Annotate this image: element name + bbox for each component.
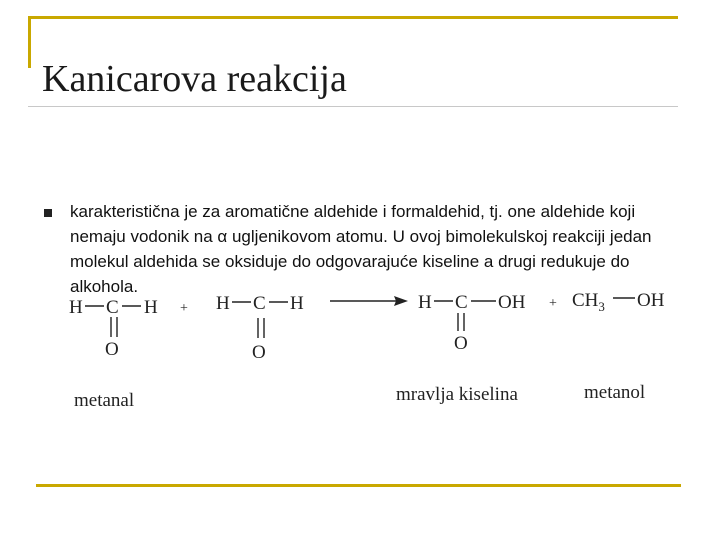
bullet-square-icon — [44, 209, 52, 217]
title-divider — [28, 106, 678, 107]
bullet-text: karakteristična je za aromatične aldehide i formaldehid, tj. one aldehide koji nemaju vodonik na α ugljenikovom atomu. U ovoj bimolekulskoj reakciji jedan molekul aldehida se oksiduje do odgovarajuće kiseline a drugi redukuje do alkohola. — [70, 202, 652, 296]
plus-sign: + — [180, 301, 188, 316]
atom-c: C — [106, 297, 119, 318]
atom-h: H — [69, 297, 83, 318]
label-formic-acid: mravlja kiselina — [396, 384, 518, 405]
label-metanal: metanal — [74, 390, 135, 411]
reaction-arrow — [330, 296, 408, 306]
atom-oh: OH — [637, 290, 665, 311]
atom-o: O — [105, 339, 119, 360]
atom-h: H — [418, 292, 432, 313]
methyl-group: $CH_3$ — [572, 290, 605, 314]
methanol — [572, 290, 665, 314]
frame-left-line — [28, 16, 31, 68]
slide-title: Kanicarova reakcija — [42, 58, 347, 100]
plus-sign: + — [549, 296, 557, 311]
atom-o: O — [454, 333, 468, 354]
atom-h: H — [144, 297, 158, 318]
formaldehyde-1 — [69, 297, 158, 360]
formaldehyde-2 — [216, 293, 304, 363]
atom-c: C — [253, 293, 266, 314]
label-methanol: metanol — [584, 382, 646, 403]
reaction-equation — [60, 285, 690, 435]
atom-c: C — [455, 292, 468, 313]
formic-acid — [418, 292, 526, 354]
atom-h: H — [290, 293, 304, 314]
atom-oh: OH — [498, 292, 526, 313]
atom-h: H — [216, 293, 230, 314]
footer-line — [36, 484, 681, 487]
atom-o: O — [252, 342, 266, 363]
frame-top-line — [28, 16, 678, 19]
